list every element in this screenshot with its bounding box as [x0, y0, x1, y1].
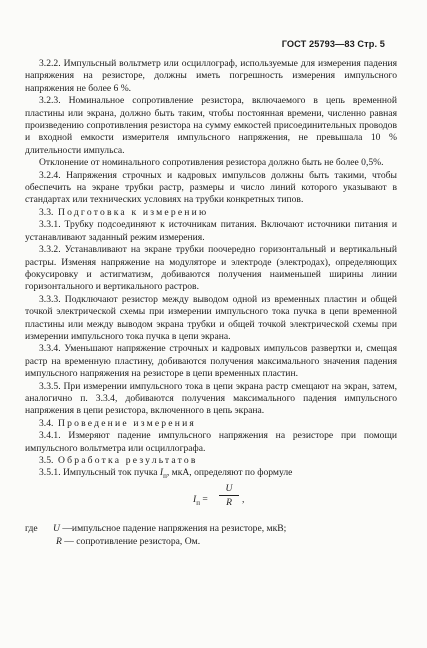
formula-current-subscript: п [196, 498, 200, 507]
formula-lhs [193, 494, 208, 506]
current-subscript: п [163, 472, 167, 481]
definition-keyword: где [25, 522, 38, 534]
paragraph-lead: 3.5.1. Импульсный ток пучка [39, 467, 160, 479]
definition-text [53, 523, 286, 535]
definition-voltage [25, 523, 397, 536]
resistance-description: — сопротивление резистора, Ом. [61, 535, 201, 547]
paragraph-3-3-4: 3.3.4. Уменьшают напряжение строчных и кадровых импульсов развертки и, смещая растр на временную пластину, добиваются получения максимального значения падения импульсного напряжения на резисторе в цепи временных пластин. [25, 343, 397, 380]
paragraph-3-2-2: 3.2.2. Импульсный вольтметр или осциллограф, используемые для измерения падения напряжения на резисторе, должны иметь погрешность измерения импульсного напряжения не более 6 %. [25, 58, 397, 94]
fraction-numerator: U [219, 482, 239, 496]
definition-text [56, 536, 200, 548]
paragraph-3-3-1: 3.3.1. Трубку подсоединяют к источникам питания. Включают источники питания и устанавливают заданный режим измерения. [25, 219, 397, 243]
section-title: Подготовка к измерению [58, 206, 209, 218]
current-symbol: I [159, 467, 164, 479]
definition-resistance [25, 536, 397, 549]
paragraph-3-3-5: 3.3.5. При измерении импульсного тока в цепи экрана растр смещают на экран, затем, аналогично п. 3.3.4, добиваются получения максимального падения импульсного напряжения в цепи резистора, включенного в цепь экрана. [25, 380, 397, 417]
section-title: Обработка результатов [58, 455, 198, 466]
paragraph-3-2-3-tolerance: Отклонение от номинального сопротивления резистора должно быть не более 0,5%. [39, 157, 384, 169]
formula-current-symbol: I [193, 493, 197, 505]
section-heading-3-3 [25, 207, 397, 219]
paragraph-3-4-1: 3.4.1. Измеряют падение импульсного напряжения на резисторе при помощи импульсного вольтметра или осциллографа. [25, 430, 397, 454]
fraction-denominator: R [226, 496, 232, 508]
document-body [25, 58, 397, 549]
resistance-symbol: R [56, 535, 62, 547]
page-header: ГОСТ 25793—83 Стр. 5 [281, 39, 385, 49]
section-heading-3-5 [25, 455, 397, 467]
paragraph-3-5-1 [25, 467, 397, 479]
section-title: Проведение измерения [58, 417, 197, 429]
beam-current-formula [25, 482, 397, 520]
paragraph-3-3-3: 3.3.3. Подключают резистор между выводом одной из временных пластин и общей точкой электрической схемы при измерении импульсного тока пучка в цепи временной пластины или между выводом экрана трубки и общей точкой электрической схемы при измерении импульсного тока пучка в цепи экрана. [25, 293, 397, 342]
formula-fraction [219, 482, 239, 509]
section-number: 3.3. [39, 206, 54, 218]
section-number: 3.5. [39, 455, 54, 466]
paragraph-3-2-3: 3.2.3. Номинальное сопротивление резистора, включаемого в цепь временной пластины или экрана, должно быть таким, чтобы постоянная времени, численно равная произведению сопротивления резистора на сумму емкостей присоединительных проводов и входной емкости измерителя импульсного напряжения, не превышала 10 % длительности импульса. [25, 95, 397, 156]
section-heading-3-4 [25, 418, 397, 430]
paragraph-3-2-4: 3.2.4. Напряжения строчных и кадровых импульсов должны быть такими, чтобы обеспечить на экране трубки растр, размеры и число линий которого указывают в стандартах или технических условиях на трубки конкретных типов. [25, 169, 397, 206]
formula-comma: , [242, 493, 245, 505]
voltage-description: —импульсное падение напряжения на резисторе, мкВ; [59, 522, 287, 534]
paragraph-3-3-2: 3.3.2. Устанавливают на экране трубки поочередно горизонтальный и вертикальный растры. Изменяя напряжение на модуляторе и электроде (электродах), определяющих фокусировку и астигматизм, добиваются получения наименьшей ширины линии горизонтального и вертикального растров. [25, 244, 397, 293]
section-number: 3.4. [39, 417, 54, 429]
formula-equals: = [199, 493, 208, 505]
voltage-symbol: U [53, 522, 60, 534]
paragraph-tail: , мкА, определяют по формуле [166, 467, 293, 479]
